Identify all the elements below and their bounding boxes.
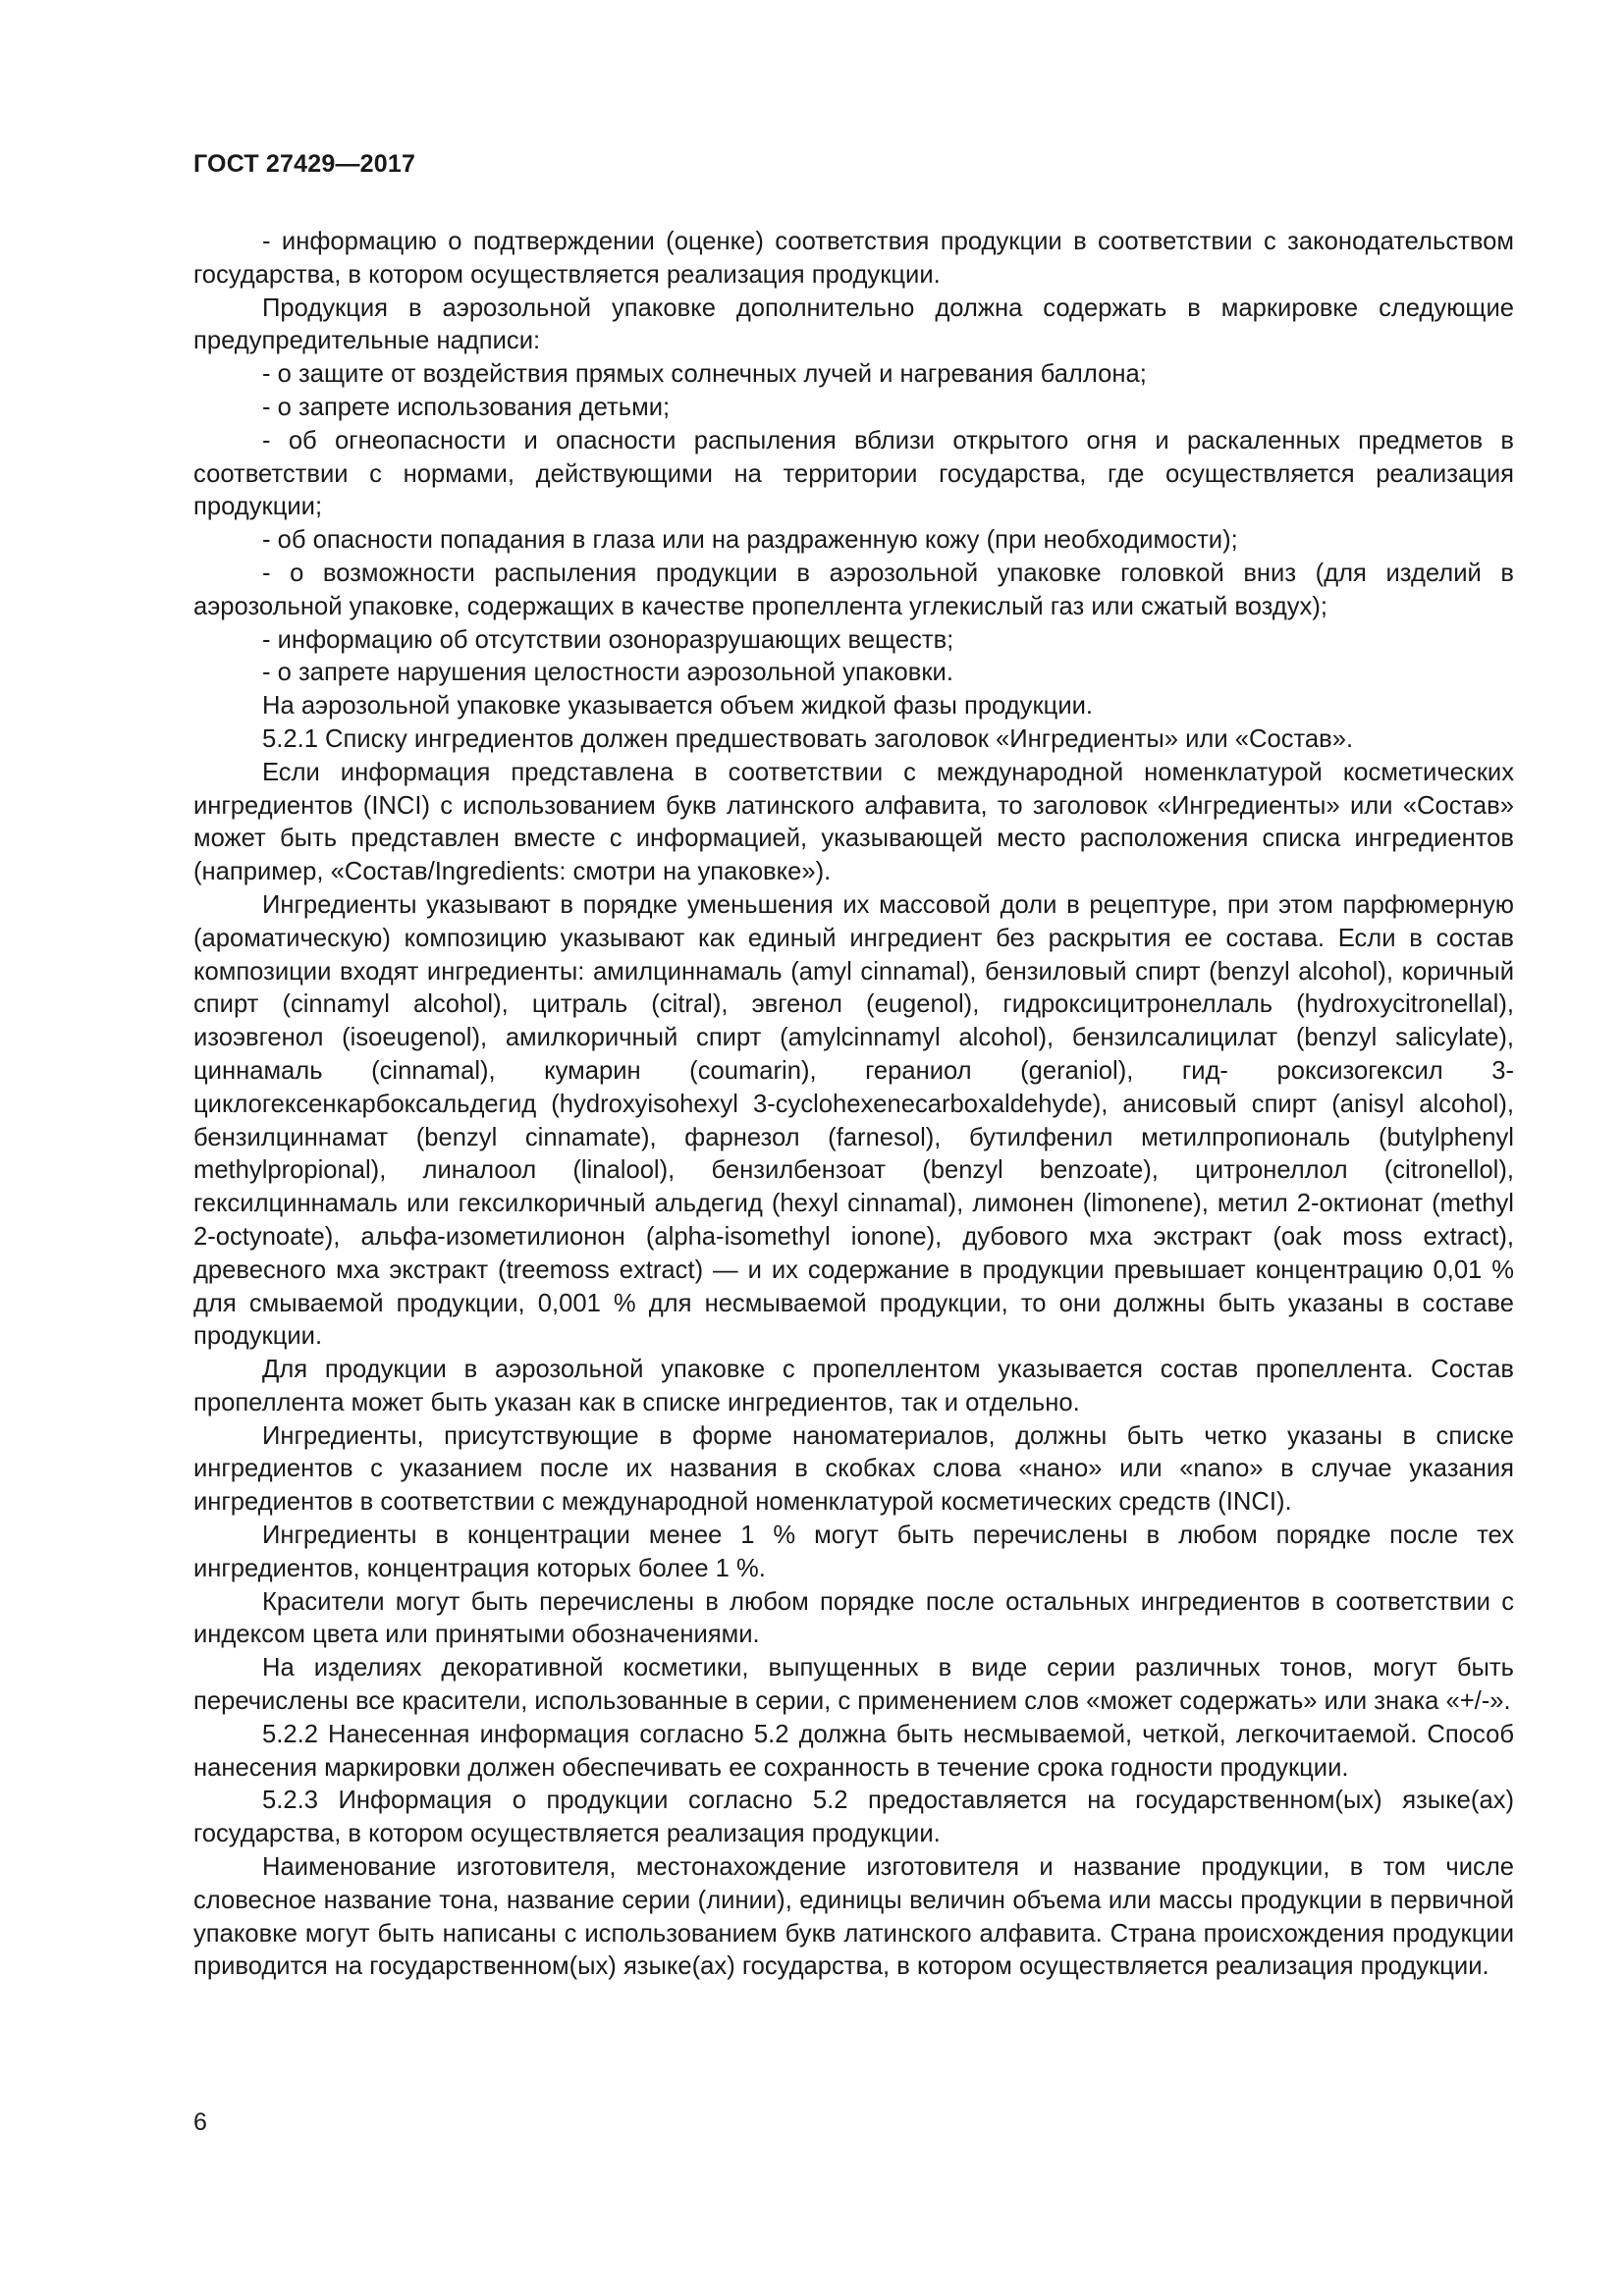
- page-number: 6: [193, 2109, 207, 2136]
- document-body: [193, 226, 1514, 1984]
- paragraph: - об опасности попадания в глаза или на раздраженную кожу (при необходимости);: [262, 526, 1238, 555]
- paragraph: На изделиях декоративной косметики, выпущенных в виде серии различных тонов, могут быть перечислены все красители, использованные в серии, с применением слов «может содержать» или знака «+/-».: [193, 1654, 1514, 1716]
- paragraph: - о запрете нарушения целостности аэрозольной упаковки.: [262, 659, 953, 687]
- paragraph: - информацию о подтверждении (оценке) соответствия продукции в соответствии с законодательством государства, в котором осуществляется реализация продукции.: [193, 228, 1514, 289]
- paragraph: 5.2.3 Информация о продукции согласно 5.2 предоставляется на государственном(ых) языке(ах) государства, в котором осуществляется реализация продукции.: [193, 1787, 1514, 1848]
- paragraph: - о запрете использования детьми;: [262, 393, 671, 421]
- paragraph: 5.2.2 Нанесенная информация согласно 5.2 должна быть несмываемой, четкой, легкочитаемой. Способ нанесения маркировки должен обеспечивать ее сохранность в течение срока годности продукции.: [193, 1720, 1514, 1782]
- paragraph: Ингредиенты, присутствующие в форме наноматериалов, должны быть четко указаны в списке ингредиентов с указанием после их названия в скобках слова «нано» или «nano» в случае указания ингредиентов в соответствии с международной номенклатурой косметических средств (INCI).: [193, 1421, 1514, 1517]
- paragraph: Если информация представлена в соответствии с международной номенклатурой косметических ингредиентов (INCI) с использованием букв латинского алфавита, то заголовок «Ингредиенты» или «Состав» может быть представлен вместе с информацией, указывающей место расположения списка ингредиентов (например, «Состав/Ingredients: смотри на упаковке»).: [193, 758, 1514, 886]
- paragraph: Наименование изготовителя, местонахождение изготовителя и название продукции, в том числе словесное название тона, название серии (линии), единицы величин объема или массы продукции в первичной упаковке могут быть написаны с использованием букв латинского алфавита. Страна происхождения продукции приводится на государственном(ых) языке(ах) государства, в котором осуществляется реализация продукции.: [193, 1853, 1514, 1981]
- paragraph: Ингредиенты указывают в порядке уменьшения их массовой доли в рецептуре, при этом парфюмерную (ароматическую) композицию указывают как единый ингредиент без раскрытия ее состава. Если в состав композиции входят ингредиенты: амилциннамаль (amyl cinnamal), бензиловый спирт (benzyl alcohol), коричный спирт (cinnamyl alcohol), цитраль (citral), эвгенол (eugenol), гидроксицитронеллаль (hydroxycitronellal), изоэвгенол (isoeugenol), амилкоричный спирт (amylcinnamyl alcohol), бензилсалицилат (benzyl salicylate), циннамаль (cinnamal), кумарин (coumarin), гераниол (geraniol), гид- роксизогексил 3-циклогексенкарбоксальдегид (hydroxyisohexyl 3-cyclohexenecarboxaldehyde), анисовый спирт (anisyl alcohol), бензилциннамат (benzyl cinnamate), фарнезол (farnesol), бутилфенил метилпропиональ (butylphenyl methylpropional), линалоол (linalool), бензилбензоат (benzyl benzoate), цитронеллол (citronellol), гексилциннамаль или гексилкоричный альдегид (hexyl cinnamal), лимонен (limonene), метил 2-октионат (methyl 2-octynoate), альфа-изометилионон (alpha-isomethyl ionone), дубового мха экстракт (oak moss extract), древесного мха экстракт (treemoss extract) — и их содержание в продукции превышает концентрацию 0,01 % для смываемой продукции, 0,001 % для несмываемой продукции, то они должны быть указаны в составе продукции.: [193, 890, 1514, 1351]
- paragraph: Для продукции в аэрозольной упаковке с пропеллентом указывается состав пропеллента. Состав пропеллента может быть указан как в списке ингредиентов, так и отдельно.: [193, 1356, 1514, 1416]
- paragraph: 5.2.1 Списку ингредиентов должен предшествовать заголовок «Ингредиенты» или «Состав».: [262, 724, 1354, 753]
- paragraph: - о защите от воздействия прямых солнечных лучей и нагревания баллона;: [262, 360, 1147, 389]
- paragraph: На аэрозольной упаковке указывается объем жидкой фазы продукции.: [262, 692, 1094, 721]
- document-header: ГОСТ 27429—2017: [193, 150, 416, 178]
- paragraph: Ингредиенты в концентрации менее 1 % могут быть перечислены в любом порядке после тех ингредиентов, концентрация которых более 1 %.: [193, 1522, 1514, 1582]
- paragraph: Продукция в аэрозольной упаковке дополнительно должна содержать в маркировке следующие предупредительные надписи:: [193, 294, 1514, 355]
- paragraph: - информацию об отсутствии озоноразрушающих веществ;: [262, 625, 954, 654]
- paragraph: Красители могут быть перечислены в любом порядке после остальных ингредиентов в соответствии с индексом цвета или принятыми обозначениями.: [193, 1587, 1514, 1649]
- paragraph: - о возможности распыления продукции в аэрозольной упаковке головкой вниз (для изделий в аэрозольной упаковке, содержащих в качестве пропеллента углекислый газ или сжатый воздух);: [193, 559, 1514, 620]
- paragraph: - об огнеопасности и опасности распыления вблизи открытого огня и раскаленных предметов в соответствии с нормами, действующими на территории государства, где осуществляется реализация продукции;: [193, 426, 1514, 521]
